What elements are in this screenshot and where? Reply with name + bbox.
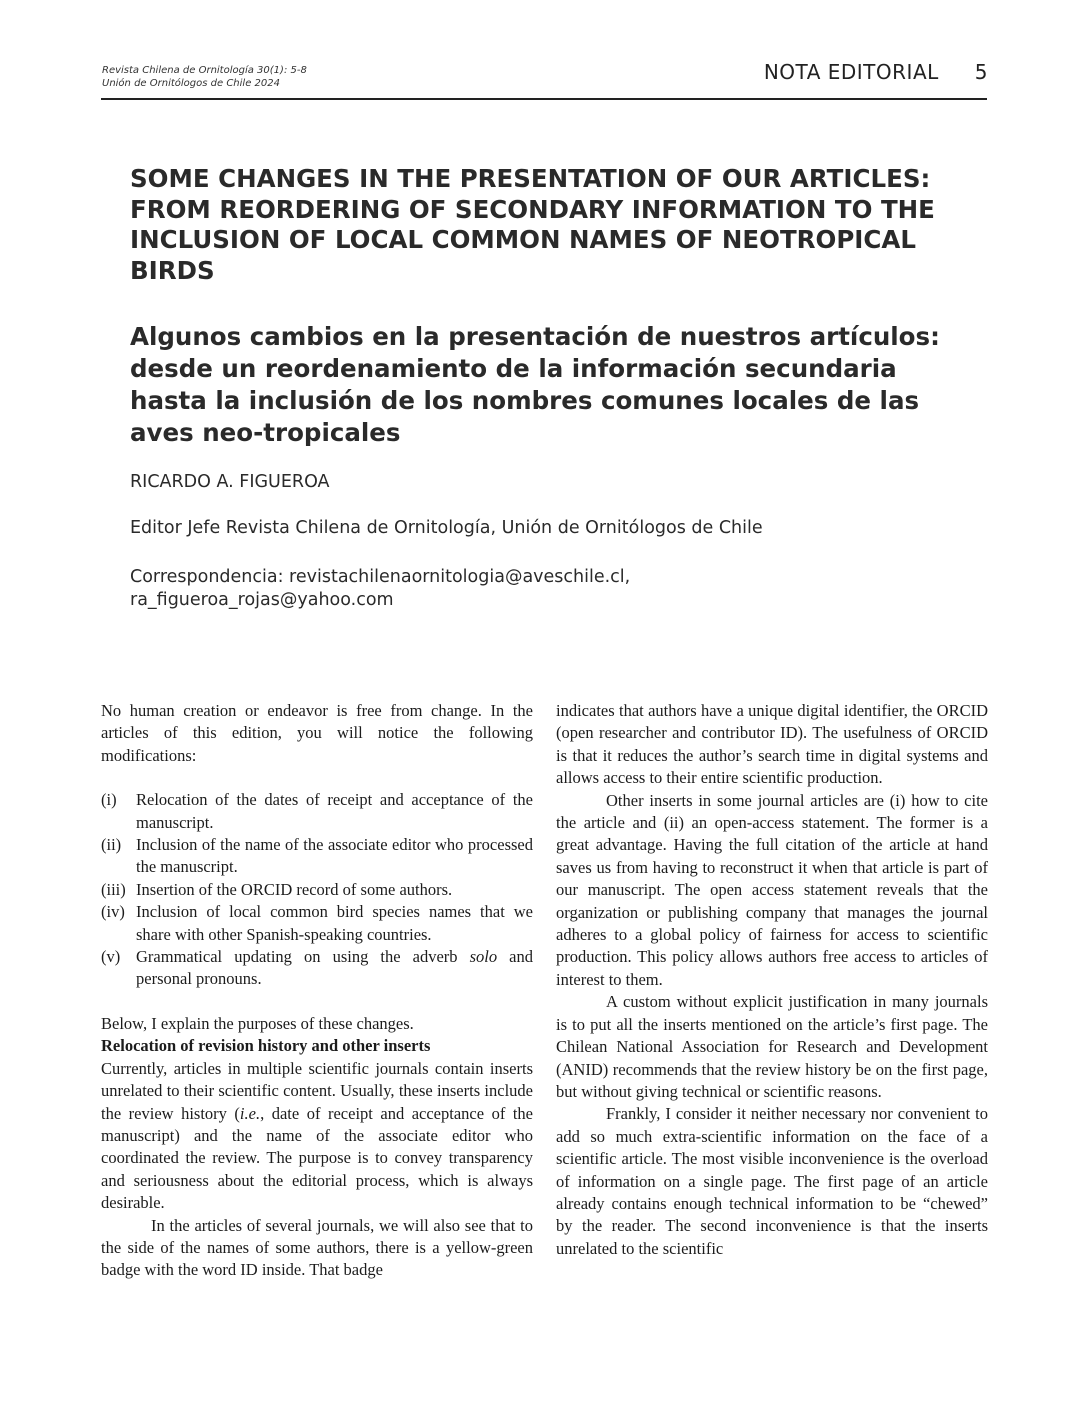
page-number: 5 (974, 60, 988, 84)
paragraph-currently: Currently, articles in multiple scientific journals contain inserts unrelated to their scientific content. Usually, these inserts include the review history (i.e., date of receipt and acceptance of the manuscript) and the name of the associate editor who coordinated the review. The purpose is to convey transparency and seriousness about the editorial process, which is always desirable. (101, 1058, 533, 1213)
author-name: RICARDO A. FIGUEROA (130, 472, 330, 492)
section-heading: Relocation of revision history and other inserts (101, 1036, 431, 1056)
title-english: SOME CHANGES IN THE PRESENTATION OF OUR ARTICLES: FROM REORDERING OF SECONDARY INFORMATION TO THE INCLUSION OF LOCAL COMMON NAMES OF NEOTROPICAL BIRDS (130, 164, 935, 285)
running-header (102, 64, 307, 90)
body-column-left (101, 700, 533, 1282)
section-label: NOTA EDITORIAL (763, 60, 939, 84)
correspondence-email: ra_figueroa_rojas@yahoo.com (130, 590, 394, 610)
paragraph-other-inserts: Other inserts in some journal articles are (i) how to cite the article and (ii) an open-access statement. The former is a great advantage. Having the full citation of the article at hand saves us from having to reconstruct it when that article is part of our manuscript. The open access statement reveals that the organization or publishing company that manages the journal adheres to a global policy of fairness for access to scientific production. This policy allows authors free access to articles of interest to them. (556, 790, 988, 989)
paragraph-frankly: Frankly, I consider it neither necessary nor convenient to add so much extra-scientific information on the face of a scientific article. The most visible inconvenience is the overload of information on a single page. The first page of an article already contains enough technical information to be “chewed” by the reader. The second inconvenience is that the inserts unrelated to the scientific (556, 1104, 988, 1258)
author-affiliation: Editor Jefe Revista Chilena de Ornitología, Unión de Ornitólogos de Chile (130, 518, 763, 538)
list-number: (i) (101, 790, 117, 810)
list-text: Grammatical updating on using the adverb solo and personal pronouns. (136, 947, 533, 989)
transition-paragraph: Below, I explain the purposes of these changes. (101, 1013, 414, 1033)
journal-citation: Revista Chilena de Ornitología 30(1): 5-8 (102, 65, 307, 76)
body-column-right (556, 700, 988, 1260)
list-text: Inclusion of local common bird species names that we share with other Spanish-speaking countries. (136, 902, 533, 944)
publisher-line: Unión de Ornitólogos de Chile 2024 (102, 78, 280, 89)
list-text: Inclusion of the name of the associate editor who processed the manuscript. (136, 835, 533, 877)
title-spanish: Algunos cambios en la presentación de nuestros artículos: desde un reordenamiento de la información secundaria hasta la inclusión de los nombres comunes locales de las aves neo-tropicales (130, 322, 940, 447)
list-number: (iii) (101, 879, 126, 899)
list-item (101, 901, 533, 946)
list-number: (iv) (101, 902, 125, 922)
list-number: (v) (101, 947, 121, 967)
list-item (101, 789, 533, 834)
list-item (101, 946, 533, 991)
correspondence-line: Correspondencia: revistachilenaornitologia@aveschile.cl, (130, 567, 631, 587)
correspondence (130, 566, 630, 612)
paragraph-several-journals: In the articles of several journals, we will also see that to the side of the names of some authors, there is a yellow-green badge with the word ID inside. That badge (101, 1215, 533, 1280)
list-text: Relocation of the dates of receipt and acceptance of the manuscript. (136, 790, 533, 832)
header-rule (101, 98, 987, 100)
list-item (101, 834, 533, 879)
paragraph-orcid: indicates that authors have a unique digital identifier, the ORCID (open researcher and contributor ID). The usefulness of ORCID is that it reduces the author’s search time in digital systems and allows access to their entire scientific production. (556, 701, 988, 788)
list-text: Insertion of the ORCID record of some authors. (136, 879, 453, 899)
paragraph-custom: A custom without explicit justification in many journals is to put all the inserts mentioned on the article’s first page. The Chilean National Association for Research and Development (ANID) recommends that the review history be on the first page, but without giving technical or scientific reasons. (556, 992, 988, 1101)
list-item (101, 879, 533, 901)
modifications-list (101, 789, 533, 991)
list-number: (ii) (101, 835, 122, 855)
intro-paragraph: No human creation or endeavor is free from change. In the articles of this edition, you will notice the following modifications: (101, 701, 533, 765)
section-header (764, 60, 988, 84)
